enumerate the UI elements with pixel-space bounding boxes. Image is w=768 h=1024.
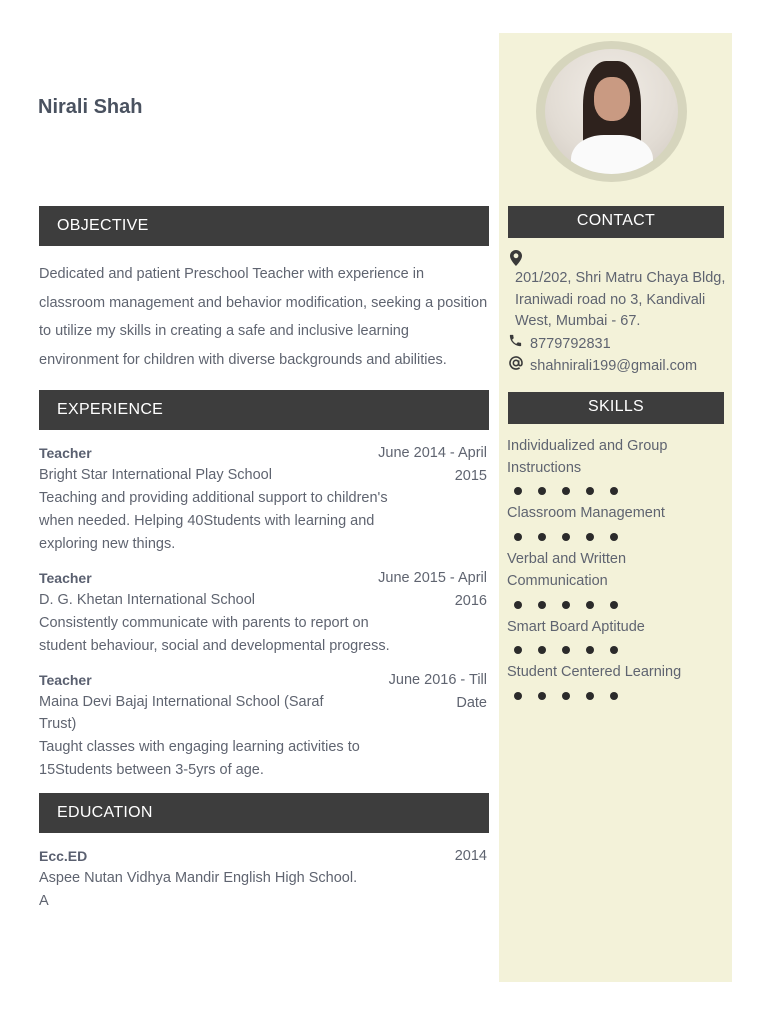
photo-shirt: [571, 135, 653, 174]
education-degree: Ecc.ED: [39, 847, 88, 864]
contact-email[interactable]: shahnirali199@gmail.com: [530, 358, 698, 375]
at-sign-icon: [508, 355, 524, 378]
skill-dot: [538, 646, 546, 654]
experience-org: D. G. Khetan International School: [39, 591, 256, 608]
skill-item: [507, 503, 727, 549]
skill-level-dots: [507, 479, 727, 503]
skill-dot: [610, 533, 618, 541]
skill-dot: [538, 601, 546, 609]
skill-dot: [610, 487, 618, 495]
experience-org: Maina Devi Bajaj International School (Saraf Trust): [39, 693, 324, 733]
experience-org: Bright Star International Play School: [39, 467, 272, 484]
skill-item: [507, 662, 727, 708]
skill-dot: [562, 692, 570, 700]
skills-list: [507, 436, 727, 708]
skill-name: Smart Board Aptitude: [507, 618, 645, 635]
skill-dot: [514, 692, 522, 700]
candidate-name: Nirali Shah: [38, 96, 143, 118]
skill-dot: [514, 533, 522, 541]
location-pin-icon: [510, 250, 728, 268]
experience-item: [39, 442, 489, 556]
phone-icon: [508, 333, 524, 355]
education-heading: EDUCATION: [39, 793, 489, 833]
experience-description: Taught classes with engaging learning activities to 15Students between 3-5yrs of age.: [39, 738, 360, 778]
experience-heading: EXPERIENCE: [39, 390, 489, 430]
skill-dot: [514, 601, 522, 609]
experience-dates: June 2015 - April 2016: [378, 569, 487, 609]
experience-dates: June 2014 - April 2015: [378, 445, 487, 485]
skill-dot: [610, 646, 618, 654]
objective-heading: OBJECTIVE: [39, 206, 489, 246]
education-item: [39, 833, 489, 913]
education-grade: A: [39, 892, 49, 909]
experience-title: Teacher: [39, 671, 92, 688]
skill-level-dots: [507, 638, 727, 662]
experience-dates: June 2016 - Till Date: [388, 671, 487, 711]
skill-dot: [610, 692, 618, 700]
skill-dot: [586, 601, 594, 609]
skill-item: [507, 436, 727, 503]
experience-list: [39, 430, 489, 781]
profile-photo-frame: [536, 41, 687, 182]
skills-heading: SKILLS: [508, 392, 724, 424]
main-column: [39, 206, 489, 913]
experience-item: [39, 567, 489, 658]
experience-title: Teacher: [39, 445, 92, 462]
skill-dot: [562, 533, 570, 541]
objective-text: Dedicated and patient Preschool Teacher with experience in classroom management and behavior modification, seeking a position to utilize my skills in creating a safe and inclusive learning environment for children with diverse backgrounds and abilities.: [39, 266, 488, 368]
skill-dot: [562, 487, 570, 495]
skill-dot: [586, 487, 594, 495]
contact-phone-row: [508, 333, 728, 355]
photo-face: [594, 77, 630, 121]
skill-dot: [586, 646, 594, 654]
sidebar: [499, 33, 732, 982]
contact-phone[interactable]: 8779792831: [530, 336, 611, 353]
education-school: Aspee Nutan Vidhya Mandir English High School.: [39, 869, 358, 886]
skill-level-dots: [507, 684, 727, 708]
experience-description: Teaching and providing additional support to children's when needed. Helping 40Students with learning and exploring new things.: [39, 489, 388, 552]
skill-dot: [538, 487, 546, 495]
skill-dot: [538, 533, 546, 541]
contact-info: [508, 250, 728, 377]
skill-dot: [562, 601, 570, 609]
skill-dot: [562, 646, 570, 654]
experience-description: Consistently communicate with parents to report on student behaviour, social and developmental progress.: [39, 614, 390, 654]
skill-name: Verbal and Written Communication: [507, 551, 627, 589]
contact-email-row: [508, 355, 728, 377]
experience-item: [39, 669, 489, 782]
skill-dot: [538, 692, 546, 700]
contact-heading: CONTACT: [508, 206, 724, 238]
skill-dot: [586, 692, 594, 700]
skill-dot: [610, 601, 618, 609]
skill-dot: [514, 646, 522, 654]
skill-item: [507, 617, 727, 663]
profile-photo: [545, 49, 678, 174]
skill-level-dots: [507, 525, 727, 549]
skill-level-dots: [507, 593, 727, 617]
skill-name: Classroom Management: [507, 505, 665, 522]
education-year: 2014: [454, 847, 487, 864]
skill-name: Individualized and Group Instructions: [507, 438, 668, 476]
skill-item: [507, 549, 727, 616]
skill-name: Student Centered Learning: [507, 664, 682, 681]
contact-address: 201/202, Shri Matru Chaya Bldg, Iraniwadi road no 3, Kandivali West, Mumbai - 67.: [515, 270, 726, 330]
experience-title: Teacher: [39, 569, 92, 586]
skill-dot: [514, 487, 522, 495]
skill-dot: [586, 533, 594, 541]
